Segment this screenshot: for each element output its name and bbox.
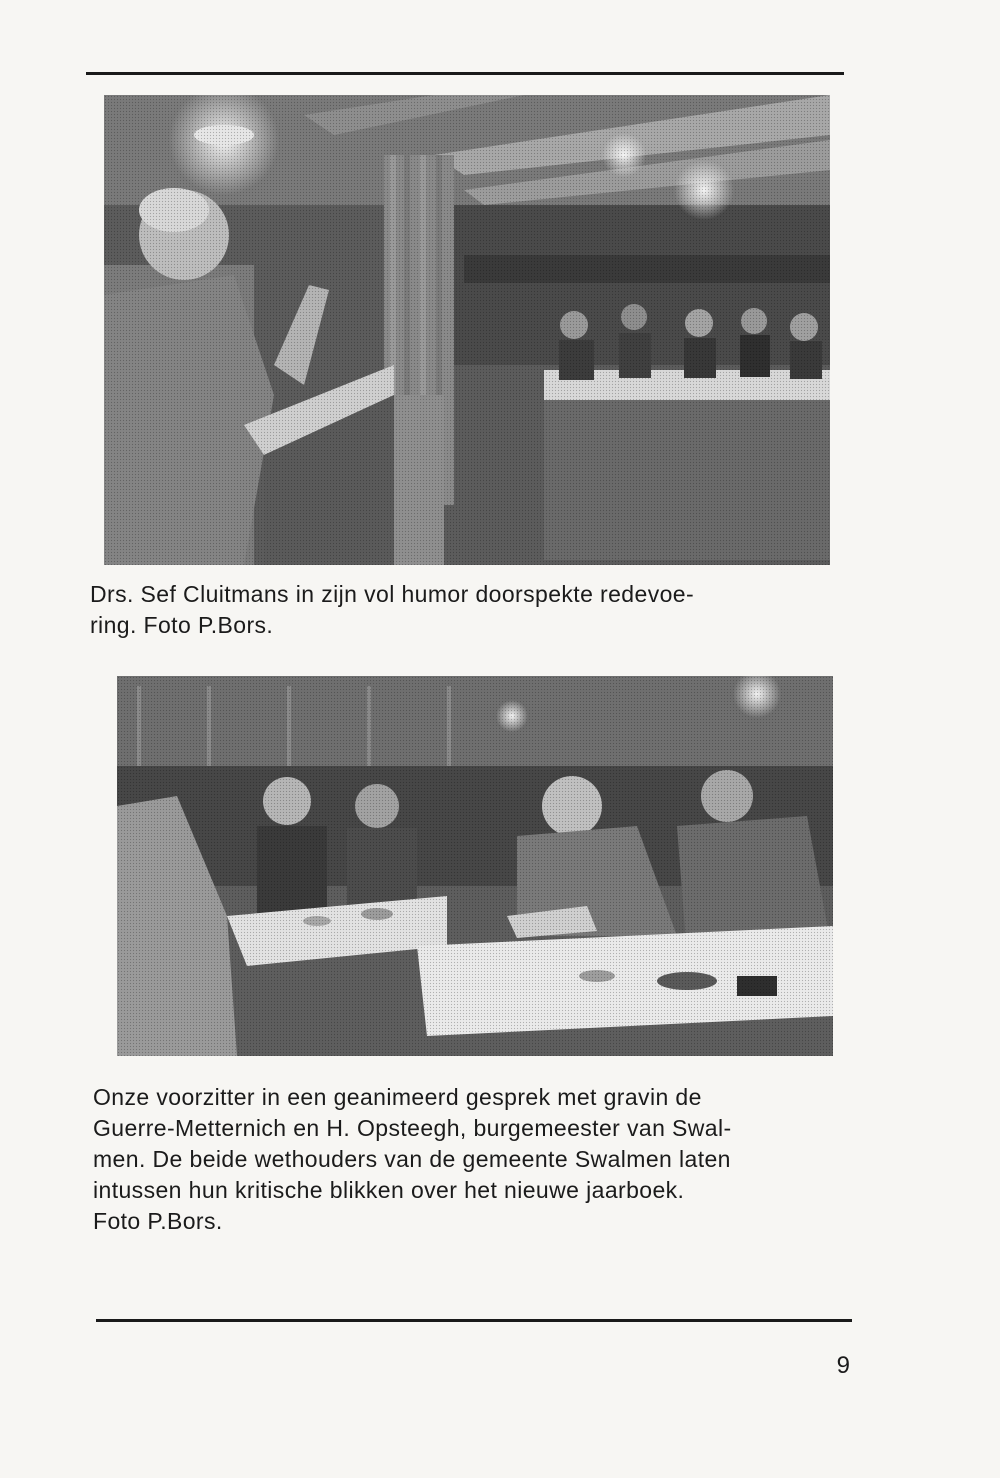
- caption-speaker-photo: [90, 579, 848, 641]
- bottom-rule: [96, 1319, 852, 1322]
- speaker-photo-image: [104, 95, 830, 565]
- caption-line: men. De beide wethouders van de gemeente Swalmen laten: [93, 1146, 731, 1172]
- page-number: 9: [836, 1352, 850, 1379]
- caption-line: Guerre-Metternich en H. Opsteegh, burgemeester van Swal-: [93, 1115, 732, 1141]
- top-rule: [86, 72, 844, 75]
- caption-line: ring. Foto P.Bors.: [90, 612, 274, 638]
- caption-line: Onze voorzitter in een geanimeerd gesprek met gravin de: [93, 1084, 702, 1110]
- photo-speaker-at-lectern: [104, 95, 830, 565]
- caption-line: Drs. Sef Cluitmans in zijn vol humor doorspekte redevoe-: [90, 581, 695, 607]
- conversation-photo-image: [117, 676, 833, 1056]
- caption-line: intussen hun kritische blikken over het nieuwe jaarboek.: [93, 1177, 685, 1203]
- caption-conversation-photo: [93, 1082, 855, 1237]
- photo-table-conversation: [117, 676, 833, 1056]
- caption-line: Foto P.Bors.: [93, 1208, 223, 1234]
